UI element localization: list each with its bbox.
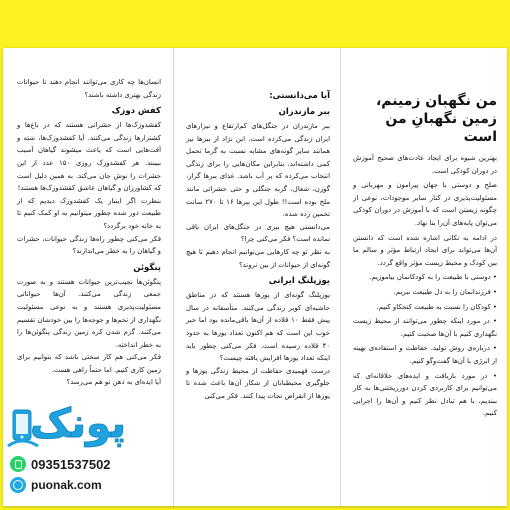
section-heading-penguin: پنگوئن (133, 262, 161, 273)
intro-question: انسان‌ها چه کاری می‌توانند انجام دهند تا حیوانات زندگی بهتری داشته باشند؟ (17, 78, 161, 99)
website-url[interactable]: puonak.com (31, 478, 102, 492)
section-body-tiger: ببر مازندران در جنگل‌های کم‌ارتفاع و نیزارهای ایران زندگی می‌کرده است. این نژاد از ببرها نیز همانند سایر گونه‌های مشابه نسبت به گرما تحمل کمی داشته‌اند. بنابراین مکان‌هایی را برای زندگی انتخاب می‌کرده که پر آب باشد. غذای ببرها گراز، گوزن، شغال، گربه جنگلی و حتی حشراتی مانند ملخ بوده است!! طول این ببرها ۱۶ تا ۲۷۰ سانت تخمین زده شده. می‌دانستی هیچ ببری در جنگل‌های ایران باقی نمانده است؟ فکر می‌کنی چرا؟ به نظر تو چه کارهایی می‌توانیم انجام دهیم تا هیچ گونه‌ای از حیوانات از بین نروند؟ (186, 122, 331, 269)
brochure-panel-middle (174, 48, 341, 506)
globe-icon (10, 477, 26, 493)
whatsapp-icon (10, 456, 26, 472)
contact-phone (10, 456, 111, 472)
puonak-logo (0, 398, 190, 510)
bullet-item: • در مورد بازیافت و ایده‌های خلاقانه‌ای که می‌توانیم برای کاربردی کردن دورریختنی‌ها به کار ببندیم، با هم تبادل نظر کنیم و آن‌ها را اجرایی کنیم. (353, 371, 497, 418)
bullet-item: • درباره‌ی روش تولید، حفاظت و استفاده‌ی بهینه از انرژی با آن‌ها گفت‌و‌گو کنیم. (353, 344, 497, 365)
paragraph: صلح و دوستی با جهان پیرامون و مهربانی و مسئولیت‌پذیری در کنار سایر موجودات، نوعی از چگونه زیستن است که با آموزش در دوران کودکی می‌توان پایه‌های آن‌را بنا نهاد. (353, 181, 497, 227)
section-body-penguin: پنگوئن‌ها نجیب‌ترین حیوانات هستند و به صورت جمعی زندگی می‌کنند. آن‌ها حیواناتی مسئولیت‌پذیری هستند و به نوعی مسئولیت نگهداری از تخم‌ها و جوجه‌ها را بین خودشان تقسیم می‌کنند. گرم شدن کره زمین زندگی پنگوئن‌ها را به خطر انداخته. فکر می‌کنی هم کار سختی باشد که بتوانیم برای زمین کاری کنیم. اما حتماً راهی هست. آیا ایده‌ای به ذهن تو هم می‌رسد؟ (17, 277, 161, 387)
brochure-title (353, 92, 497, 146)
bullet-item: • فرزندانمان را به دل طبیعت ببریم. (393, 287, 497, 296)
paragraph: در ادامه به نکاتی اشاره شده است که دانستن آن‌ها می‌تواند برای ایجاد ارتباط مؤثر و سالم ما بین کودک و محیط زیست مؤثر واقع گردد. (353, 233, 497, 267)
contact-website[interactable] (10, 477, 102, 493)
section-body-cheetah: یوزپلنگ گونه‌ای از یوزها هستند که در مناطق حاشیه‌ای کویر زندگی می‌کنند. متأسفانه در سال پیش فقط ۱۰ قلاده از آن‌ها باقی‌مانده بود اما خبر خوب این است که هم اکنون تعداد یوزها به حدود ۴۰ قلاده رسیده است. فکر می‌کنی چطور باید اینکه تعداد یوزها افزایش یافته چیست؟ درست فهمیدی حفاظت از محیط زندگی یوزها و جلوگیری محیطبانان از شکار آن‌ها باعث شده تا یوزها از انقراض نجات پیدا کنند. فکر می‌کنی (186, 291, 330, 400)
title-line-1: من نگهبان زمینم، (375, 93, 497, 109)
section-heading-tiger: ببر مازندران (278, 107, 330, 117)
section-heading-ladybug: کفش دوزک (111, 106, 161, 117)
section-heading-cheetah: یوزپلنگ ایرانی (268, 276, 330, 287)
paragraph: بهترین شیوه برای ایجاد عادت‌های صحیح آموزش در دوران کودکی است. (353, 154, 497, 175)
bullet-item: • کودکان را نسبت به طبیعت کنجکاو کنیم. (376, 302, 497, 311)
logo-wordmark: پونک (30, 401, 127, 447)
brochure-panel-right (341, 48, 507, 506)
intro-heading: آیا می‌دانستی: (269, 91, 330, 101)
bullet-item: • در مورد اینکه چطور می‌توانند از محیط زیست نگهداری کنیم با آن‌ها صحبت کنیم. (353, 317, 497, 338)
phone-number: 09351537502 (31, 456, 111, 472)
title-line-2: زمین نگهبانِ من است (385, 111, 497, 145)
section-body-ladybug: کفشدوزک‌ها از حشراتی هستند که در باغ‌ها و کشتزارها زندگی می‌کنند. آیا کفشدوزک‌ها، شته و آفت‌هایی است که باعث میشوند گیاهان آسیب ببینند. هر کفشدوزک روزی ۱۵۰ عدد از این حشرات را نوش جان می‌کند. به همین دلیل است که کشاورزان و گیاهان عاشق کفشدوزک‌ها هستند! بنظرت اگر اینبار یک کفشدوزک دیدیم که از طبیعت دور شده چطور میتوانیم به او کمک کنیم تا به خانه خود برگردد؟ فکر می‌کنی چطور راه‌ها زندگی حیوانات، حشرات و گیاهان را به خطر می‌اندازند؟ (17, 121, 161, 256)
bullet-item: • دوستی با طبیعت را به کودکانمان بیاموزیم. (369, 273, 497, 282)
